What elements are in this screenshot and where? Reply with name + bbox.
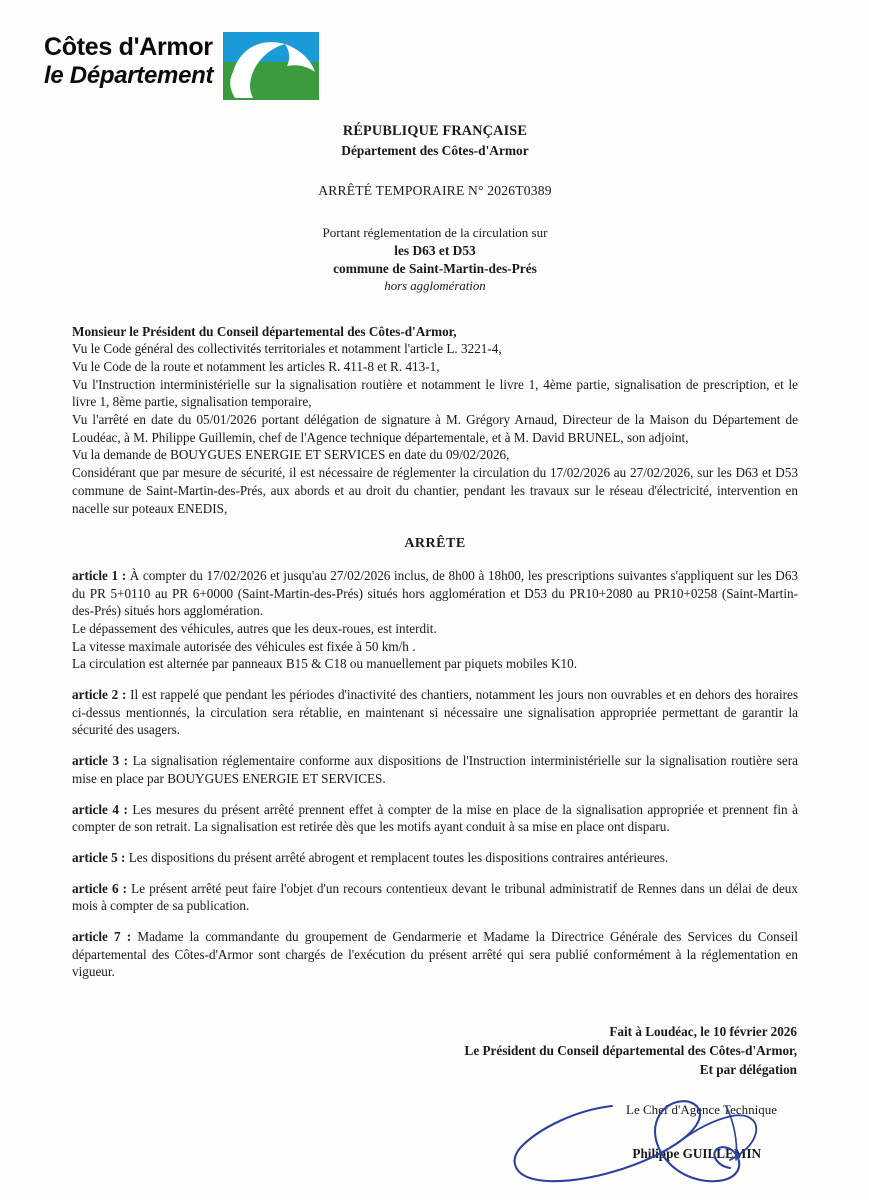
- article-7-label: article 7 :: [72, 928, 132, 944]
- signature-delegation: Et par délégation: [699, 1062, 797, 1078]
- article-5-label: article 5 :: [72, 849, 126, 865]
- logo-line-2: le Département: [44, 61, 214, 89]
- preamble-line: Vu l'Instruction interministérielle sur la signalisation routière et notamment le livre 1, 4ème partie, signalisation de prescription, et le livre 1, 8ème partie, signalisation temporaire,: [72, 376, 798, 410]
- article-2-text: Il est rappelé que pendant les périodes d'inactivité des chantiers, notamment les jours non ouvrables et en dehors des horaires ci-dessus mentionnés, la circulation sera rétablie, en maintenant si nécessaire une signalisation appropriée permettant de garantir la sécurité des usagers.: [72, 687, 798, 738]
- article-1-sub-2: [72, 638, 798, 656]
- preamble-block: [72, 323, 798, 518]
- signature-president-line: Le Président du Conseil départemental des Côtes-d'Armor,: [464, 1043, 797, 1059]
- article-4: [72, 801, 798, 836]
- portant-block: [72, 224, 798, 294]
- arrete-heading: ARRÊTE: [404, 536, 466, 552]
- document-content: [72, 122, 798, 981]
- logo-wordmark: [44, 30, 221, 89]
- article-1-sub-3: [72, 655, 798, 673]
- article-1-sub-3-text: La circulation est alternée par panneaux B15 & C18 ou manuellement par piquets mobiles K10.: [72, 656, 578, 672]
- article-5-text: Les dispositions du présent arrêté abrogent et remplacent toutes les dispositions contraires antérieures.: [125, 849, 669, 865]
- article-1-label: article 1 :: [72, 567, 127, 583]
- article-4-text: Les mesures du présent arrêté prennent effet à compter de la mise en place de la signalisation appropriée et prennent fin à compter de son retrait. La signalisation est retirée dès que les motifs ayant conduit à sa mise en place ont disparu.: [72, 801, 798, 835]
- articles-block: [72, 567, 798, 981]
- article-2: [72, 686, 798, 739]
- article-7-text: Madame la commandante du groupement de Gendarmerie et Madame la Directrice Générale des Services du Conseil départemental des Côtes-d'Armor sont chargés de l'exécution du présent arrêté qui sera publié conformément à la réglementation en vigueur.: [72, 928, 799, 980]
- portant-hors-agglomeration: hors agglomération: [384, 278, 486, 293]
- preamble-line: Vu l'arrêté en date du 05/01/2026 portant délégation de signature à M. Grégory Arnaud, Directeur de la Maison du Département de Loudéac, à M. Philippe Guillemin, chef de l'Agence technique départementale, et à M. David BRUNEL, son adjoint,: [72, 412, 798, 445]
- preamble-line: Vu le Code général des collectivités territoriales et notamment l'article L. 3221-4,: [72, 341, 502, 357]
- article-3: [72, 752, 798, 787]
- article-1-sub-1-text: Le dépassement des véhicules, autres que les deux-roues, est interdit.: [72, 621, 437, 637]
- article-1-text: À compter du 17/02/2026 et jusqu'au 27/02/2026 inclus, de 8h00 à 18h00, les prescriptions suivantes s'appliquent sur les D63 du PR 5+0110 au PR 6+0000 (Saint-Martin-des-Prés) situés hors agglomération et D53 du PR10+2080 au PR10+0258 (Saint-Martin-des-Prés) situés hors agglomération.: [72, 567, 799, 619]
- republic-title: RÉPUBLIQUE FRANÇAISE: [342, 123, 528, 139]
- article-4-label: article 4 :: [72, 801, 128, 817]
- article-2-label: article 2 :: [72, 687, 127, 703]
- article-1-sub-2-text: La vitesse maximale autorisée des véhicules est fixée à 50 km/h .: [72, 638, 416, 654]
- preamble-line: Vu la demande de BOUYGUES ENERGIE ET SERVICES en date du 09/02/2026,: [72, 447, 510, 463]
- signature-name: Philippe GUILLEMIN: [632, 1146, 761, 1161]
- article-1: [72, 567, 798, 620]
- preamble-line: Vu le Code de la route et notamment les articles R. 411-8 et R. 413-1,: [72, 359, 440, 375]
- department-logo: [44, 30, 319, 100]
- article-7: [72, 928, 798, 981]
- signature-role: Le Chef d'Agence Technique: [626, 1102, 777, 1117]
- preamble-lead: Monsieur le Président du Conseil départemental des Côtes-d'Armor,: [72, 323, 457, 339]
- portant-roads: les D63 et D53: [394, 242, 476, 258]
- logo-wave-icon: [223, 32, 319, 100]
- signature-block: [377, 1022, 797, 1079]
- article-6-label: article 6 :: [72, 880, 128, 896]
- logo-emblem-icon: [223, 32, 319, 100]
- arrete-number: ARRÊTÉ TEMPORAIRE N° 2026T0389: [318, 182, 552, 198]
- article-6-text: Le présent arrêté peut faire l'objet d'un recours contentieux devant le tribunal administratif de Rennes dans un délai de deux mois à compter de sa publication.: [72, 880, 798, 914]
- logo-line-1: Côtes d'Armor: [44, 33, 213, 61]
- article-3-text: La signalisation réglementaire conforme aux dispositions de l'Instruction interministérielle sur la signalisation routière sera mise en place par BOUYGUES ENERGIE ET SERVICES.: [72, 753, 798, 786]
- article-3-label: article 3 :: [72, 753, 129, 769]
- article-6: [72, 880, 798, 915]
- preamble-line: Considérant que par mesure de sécurité, il est nécessaire de réglementer la circulation du 17/02/2026 au 27/02/2026, sur les D63 et D53 commune de Saint-Martin-des-Prés, aux abords et au droit du chantier, pendant les travaux sur le réseau d'électricité, intervention en nacelle sur poteaux ENEDIS,: [72, 465, 798, 516]
- article-5: [72, 849, 798, 867]
- article-1-sub-1: [72, 620, 798, 638]
- department-title: Département des Côtes-d'Armor: [341, 143, 529, 159]
- portant-line-1: Portant réglementation de la circulation sur: [322, 225, 548, 241]
- portant-commune: commune de Saint-Martin-des-Prés: [333, 260, 537, 276]
- signature-place-date: Fait à Loudéac, le 10 février 2026: [609, 1024, 797, 1039]
